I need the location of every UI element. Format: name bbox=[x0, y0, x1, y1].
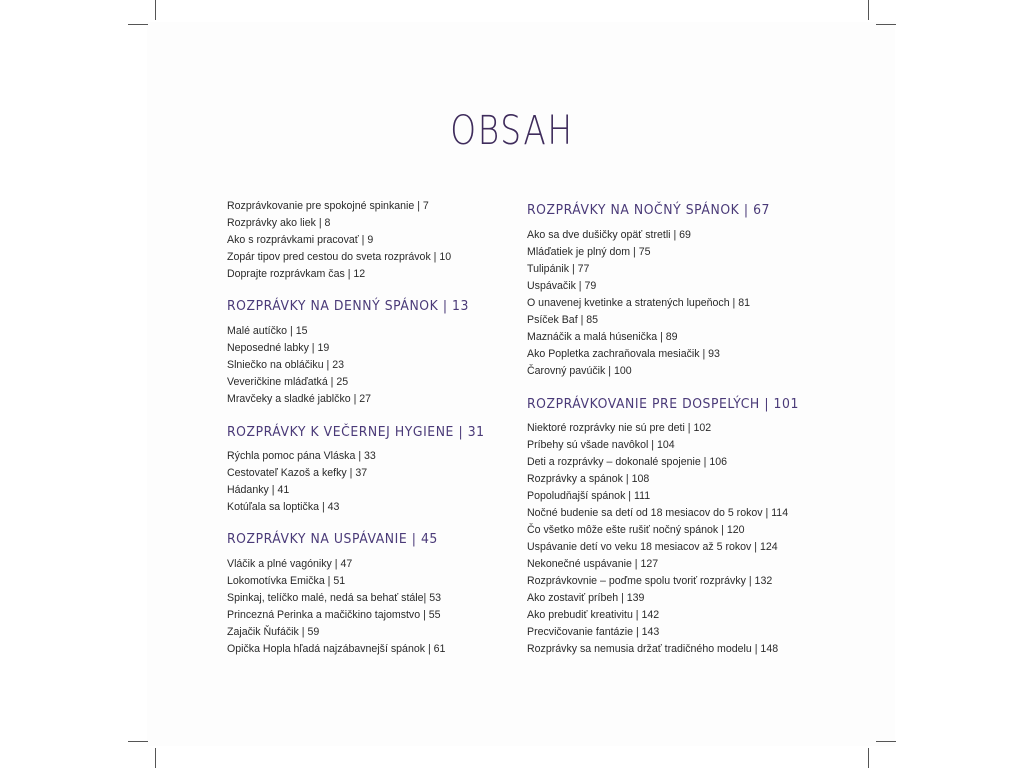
toc-entry: Doprajte rozprávkam čas | 12 bbox=[227, 268, 366, 280]
toc-entry: Hádanky | 41 bbox=[227, 484, 290, 496]
toc-entry: Čarovný pavúčik | 100 bbox=[527, 365, 632, 377]
toc-entry: O unavenej kvetinke a stratených lupeňoch | 81 bbox=[527, 297, 751, 309]
toc-entry: Mláďatiek je plný dom | 75 bbox=[527, 246, 651, 258]
toc-entry: Princezná Perinka a mačičkino tajomstvo | 55 bbox=[227, 609, 441, 621]
toc-entry: Precvičovanie fantázie | 143 bbox=[527, 626, 660, 638]
toc-entry: Rozprávky ako liek | 8 bbox=[227, 217, 331, 229]
toc-entry: Rozprávky sa nemusia držať tradičného modelu | 148 bbox=[527, 643, 779, 655]
toc-entry: Veveričkine mláďatká | 25 bbox=[227, 376, 349, 388]
section-heading: ROZPRÁVKY NA USPÁVANIE | 45 bbox=[227, 531, 438, 547]
toc-entry: Rýchla pomoc pána Vláska | 33 bbox=[227, 450, 376, 462]
toc-entry: Ako s rozprávkami pracovať | 9 bbox=[227, 234, 374, 246]
toc-entry: Rozprávky a spánok | 108 bbox=[527, 473, 650, 485]
toc-entry: Maznáčik a malá húsenička | 89 bbox=[527, 331, 678, 343]
toc-entry: Zopár tipov pred cestou do sveta rozprávok | 10 bbox=[227, 251, 452, 263]
section-heading: ROZPRÁVKY NA DENNÝ SPÁNOK | 13 bbox=[227, 298, 469, 314]
section-heading: ROZPRÁVKY K VEČERNEJ HYGIENE | 31 bbox=[227, 424, 485, 440]
toc-entry: Ako sa dve dušičky opäť stretli | 69 bbox=[527, 229, 691, 241]
crop-mark bbox=[155, 748, 156, 768]
crop-mark bbox=[128, 741, 148, 742]
toc-entry: Mravčeky a sladké jablčko | 27 bbox=[227, 393, 372, 405]
crop-mark bbox=[128, 24, 148, 25]
toc-entry: Nočné budenie sa detí od 18 mesiacov do 5 rokov | 114 bbox=[527, 507, 789, 519]
crop-mark bbox=[876, 741, 896, 742]
toc-entry: Deti a rozprávky – dokonalé spojenie | 106 bbox=[527, 456, 728, 468]
toc-entry: Popoludňajší spánok | 111 bbox=[527, 490, 651, 502]
toc-entry: Slniečko na obláčiku | 23 bbox=[227, 359, 345, 371]
toc-entry: Rozprávkovanie pre spokojné spinkanie | 7 bbox=[227, 200, 429, 212]
toc-entry: Malé autíčko | 15 bbox=[227, 325, 308, 337]
page-title: OBSAH bbox=[450, 108, 574, 154]
crop-mark bbox=[155, 0, 156, 20]
section-heading: ROZPRÁVKOVANIE PRE DOSPELÝCH | 101 bbox=[527, 396, 799, 412]
toc-entry: Niektoré rozprávky nie sú pre deti | 102 bbox=[527, 422, 712, 434]
toc-entry: Rozprávkovnie – poďme spolu tvoriť rozprávky | 132 bbox=[527, 575, 773, 587]
toc-entry: Neposedné labky | 19 bbox=[227, 342, 330, 354]
crop-mark bbox=[868, 0, 869, 20]
toc-entry: Ako prebudiť kreativitu | 142 bbox=[527, 609, 660, 621]
section-heading: ROZPRÁVKY NA NOČNÝ SPÁNOK | 67 bbox=[527, 202, 770, 218]
toc-entry: Uspávačik | 79 bbox=[527, 280, 597, 292]
toc-entry: Nekonečné uspávanie | 127 bbox=[527, 558, 659, 570]
crop-mark bbox=[876, 24, 896, 25]
toc-entry: Vláčik a plné vagóniky | 47 bbox=[227, 558, 353, 570]
crop-mark bbox=[868, 748, 869, 768]
toc-entry: Opička Hopla hľadá najzábavnejší spánok | 61 bbox=[227, 643, 446, 655]
toc-entry: Psíček Baf | 85 bbox=[527, 314, 599, 326]
toc-entry: Lokomotívka Emička | 51 bbox=[227, 575, 346, 587]
toc-entry: Čo všetko môže ešte rušiť nočný spánok | 120 bbox=[527, 524, 745, 536]
toc-entry: Kotúľala sa loptička | 43 bbox=[227, 501, 340, 513]
toc-entry: Cestovateľ Kazoš a kefky | 37 bbox=[227, 467, 368, 479]
toc-entry: Ako Popletka zachraňovala mesiačik | 93 bbox=[527, 348, 720, 360]
toc-entry: Uspávanie detí vo veku 18 mesiacov až 5 rokov | 124 bbox=[527, 541, 778, 553]
toc-entry: Tulipánik | 77 bbox=[527, 263, 590, 275]
toc-entry: Ako zostaviť príbeh | 139 bbox=[527, 592, 645, 604]
toc-entry: Zajačik Ňufáčik | 59 bbox=[227, 626, 320, 638]
toc-entry: Spinkaj, telíčko malé, nedá sa behať stále| 53 bbox=[227, 592, 442, 604]
toc-entry: Príbehy sú všade navôkol | 104 bbox=[527, 439, 675, 451]
